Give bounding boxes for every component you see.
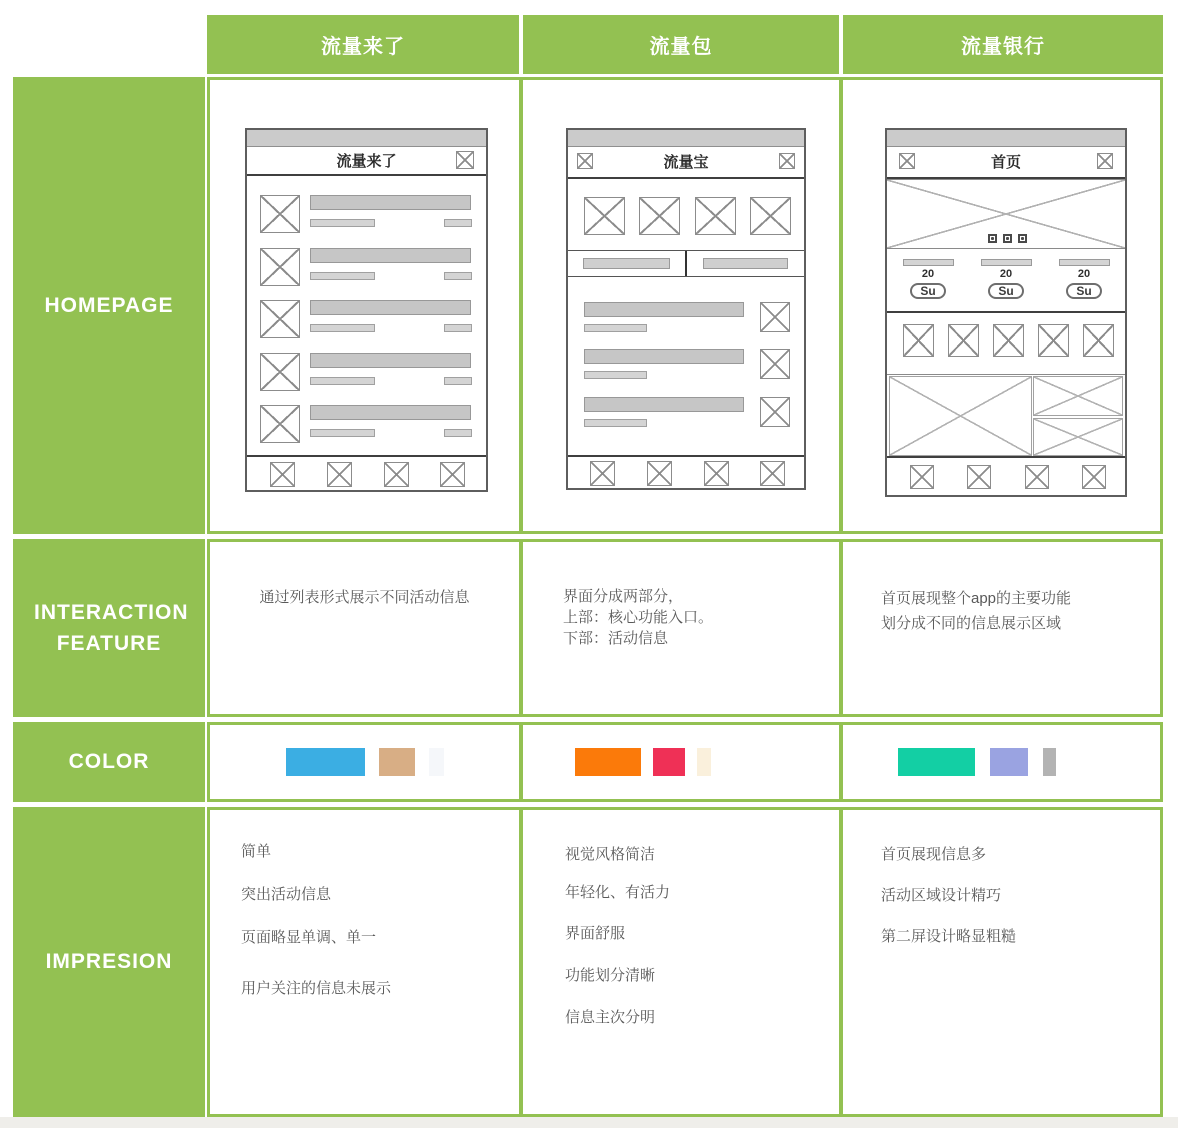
color-swatch <box>379 748 415 776</box>
text-placeholder-bar <box>584 397 744 412</box>
text-placeholder-bar <box>444 272 472 280</box>
su-badge: Su <box>988 283 1024 299</box>
text-placeholder-bar <box>584 302 744 317</box>
text-placeholder-bar <box>310 195 471 210</box>
list-item <box>247 248 486 288</box>
image-placeholder-large <box>889 376 1032 456</box>
wireframe-app1 <box>245 128 488 492</box>
offer-amount: 20 <box>1077 268 1091 280</box>
text-placeholder-bar <box>584 419 647 427</box>
image-placeholder-icon <box>760 349 790 379</box>
tab-icon <box>270 462 295 487</box>
color-swatch <box>429 748 444 776</box>
text-placeholder-bar <box>444 219 472 227</box>
impression-item: 首页展现信息多 <box>881 846 987 863</box>
segmented-tabs <box>568 250 804 277</box>
list-item <box>247 405 486 445</box>
interaction-text: 界面分成两部分， <box>563 588 684 605</box>
offer-slot <box>1051 249 1117 311</box>
text-placeholder-bar <box>310 324 375 332</box>
wireframe-app2-title: 流量宝 <box>663 154 709 171</box>
tab-icon <box>910 465 934 489</box>
row-label-interaction-feature <box>13 539 205 717</box>
column-header-3-label: 流量银行 <box>961 36 1045 58</box>
wireframe-app2-titlebar <box>568 146 804 179</box>
image-placeholder-icon <box>948 324 979 357</box>
text-placeholder-bar <box>310 300 471 315</box>
tab-icon <box>384 462 409 487</box>
interaction-text: 通过列表形式展示不同活动信息 <box>259 589 470 606</box>
interaction-text: 划分成不同的信息展示区域 <box>881 615 1062 632</box>
su-badge: Su <box>910 283 946 299</box>
text-placeholder-bar <box>903 259 954 266</box>
carousel-dot <box>988 234 997 243</box>
tab-icon <box>967 465 991 489</box>
interaction-text: 下部：活动信息 <box>563 630 669 647</box>
close-icon <box>899 153 915 169</box>
wireframe-app3 <box>885 128 1127 497</box>
wireframe-app3-title: 首页 <box>990 154 1021 171</box>
wireframe-app1-title: 流量来了 <box>336 152 397 170</box>
column-header-2 <box>523 15 839 74</box>
text-placeholder-bar <box>310 353 471 368</box>
list-item <box>568 397 804 431</box>
window-chrome-bar <box>568 130 804 147</box>
interaction-text: 上部：核心功能入口。 <box>563 609 714 626</box>
image-placeholder-icon <box>584 197 625 235</box>
list-item <box>568 302 804 336</box>
impression-cell-app3 <box>843 810 1160 1114</box>
image-placeholder-icon <box>260 248 300 286</box>
impression-item: 页面略显单调、单一 <box>241 929 377 946</box>
column-header-1-label: 流量来了 <box>321 36 405 58</box>
tab-icon <box>327 462 352 487</box>
text-placeholder-bar <box>310 219 375 227</box>
row-label-impression <box>13 807 205 1117</box>
image-placeholder-icon <box>1038 324 1069 357</box>
color-swatch <box>653 748 685 776</box>
image-placeholder-icon <box>260 300 300 338</box>
text-placeholder-bar <box>310 405 471 420</box>
tab-icon <box>590 461 615 486</box>
text-placeholder-bar <box>310 429 375 437</box>
tab-bar <box>887 456 1125 495</box>
text-placeholder-bar <box>584 324 647 332</box>
close-icon <box>779 153 795 169</box>
tab-bar <box>568 455 804 488</box>
close-icon <box>577 153 593 169</box>
tab-icon <box>1025 465 1049 489</box>
image-placeholder-icon <box>260 353 300 391</box>
image-placeholder-icon <box>760 397 790 427</box>
text-placeholder-bar <box>1059 259 1110 266</box>
color-cell-app3 <box>843 725 1160 799</box>
offer-slot <box>895 249 961 311</box>
interaction-cell-app1 <box>210 542 519 714</box>
column-header-2-label: 流量包 <box>649 36 713 58</box>
interaction-text: 首页展现整个app的主要功能 <box>881 590 1072 607</box>
tab-icon <box>647 461 672 486</box>
impression-item: 突出活动信息 <box>241 886 332 903</box>
list-item <box>568 349 804 383</box>
impression-item: 简单 <box>241 843 272 860</box>
offers-row <box>887 249 1125 313</box>
tab-icon <box>440 462 465 487</box>
wireframe-app2 <box>566 128 806 490</box>
text-placeholder-bar <box>584 371 647 379</box>
row-label-color <box>13 722 205 802</box>
image-placeholder-icon <box>260 405 300 443</box>
impression-item: 信息主次分明 <box>565 1009 656 1026</box>
text-placeholder-bar <box>703 258 788 269</box>
list-item <box>247 195 486 235</box>
carousel-dot <box>1018 234 1027 243</box>
impression-item: 年轻化、有活力 <box>565 884 671 901</box>
banner-placeholder <box>887 179 1125 249</box>
close-icon <box>456 151 474 169</box>
image-placeholder-icon <box>1083 324 1114 357</box>
column-header-1 <box>207 15 519 74</box>
row-label-homepage <box>13 77 205 534</box>
color-swatch <box>286 748 365 776</box>
page-bottom-strip <box>0 1117 1178 1128</box>
list-item <box>247 353 486 393</box>
impression-cell-app1 <box>210 810 519 1114</box>
impression-item: 第二屏设计略显粗糙 <box>881 928 1017 945</box>
text-placeholder-bar <box>583 258 670 269</box>
wireframe-app3-titlebar <box>887 146 1125 179</box>
color-swatch <box>697 748 711 776</box>
offer-slot <box>973 249 1039 311</box>
tab-icon <box>704 461 729 486</box>
impression-item: 功能划分清晰 <box>565 967 656 984</box>
image-placeholder-small <box>1033 376 1123 416</box>
impression-item: 界面舒服 <box>565 925 626 942</box>
row-label-impression-text: IMPRESION <box>45 950 173 974</box>
text-placeholder-bar <box>444 429 472 437</box>
color-cell-app1 <box>210 725 519 799</box>
impression-item: 视觉风格简洁 <box>565 846 656 863</box>
tab-icon <box>760 461 785 486</box>
text-placeholder-bar <box>310 272 375 280</box>
text-placeholder-bar <box>981 259 1032 266</box>
row-label-color-text: COLOR <box>68 750 150 774</box>
text-placeholder-bar <box>444 377 472 385</box>
color-swatch <box>990 748 1028 776</box>
list-item <box>247 300 486 340</box>
text-placeholder-bar <box>310 248 471 263</box>
image-placeholder-icon <box>750 197 791 235</box>
section-divider <box>887 374 1125 375</box>
tab-icon <box>1082 465 1106 489</box>
text-placeholder-bar <box>310 377 375 385</box>
color-swatch <box>575 748 641 776</box>
impression-cell-app2 <box>523 810 839 1114</box>
tab-bar <box>247 455 486 490</box>
window-chrome-bar <box>247 130 486 147</box>
impression-item: 用户关注的信息未展示 <box>241 980 392 997</box>
tab-segment <box>687 251 804 276</box>
image-placeholder-icon <box>903 324 934 357</box>
row-label-homepage-text: HOMEPAGE <box>44 293 174 317</box>
image-placeholder-icon <box>760 302 790 332</box>
wireframe-app1-titlebar <box>247 146 486 176</box>
text-placeholder-bar <box>444 324 472 332</box>
image-placeholder-small <box>1033 418 1123 456</box>
su-badge: Su <box>1066 283 1102 299</box>
close-icon <box>1097 153 1113 169</box>
column-header-3 <box>843 15 1163 74</box>
impression-item: 活动区域设计精巧 <box>881 887 1002 904</box>
window-chrome-bar <box>887 130 1125 147</box>
image-placeholder-icon <box>993 324 1024 357</box>
offer-amount: 20 <box>999 268 1013 280</box>
tab-segment <box>568 251 685 276</box>
color-cell-app2 <box>523 725 839 799</box>
color-swatch <box>898 748 975 776</box>
offer-amount: 20 <box>921 268 935 280</box>
interaction-cell-app3 <box>843 542 1160 714</box>
text-placeholder-bar <box>584 349 744 364</box>
image-placeholder-icon <box>695 197 736 235</box>
row-label-interaction-text: INTERACTION FEATURE <box>34 600 189 655</box>
image-placeholder-icon <box>639 197 680 235</box>
carousel-dot <box>1003 234 1012 243</box>
color-swatch <box>1043 748 1056 776</box>
image-placeholder-icon <box>260 195 300 233</box>
interaction-cell-app2 <box>523 542 839 714</box>
